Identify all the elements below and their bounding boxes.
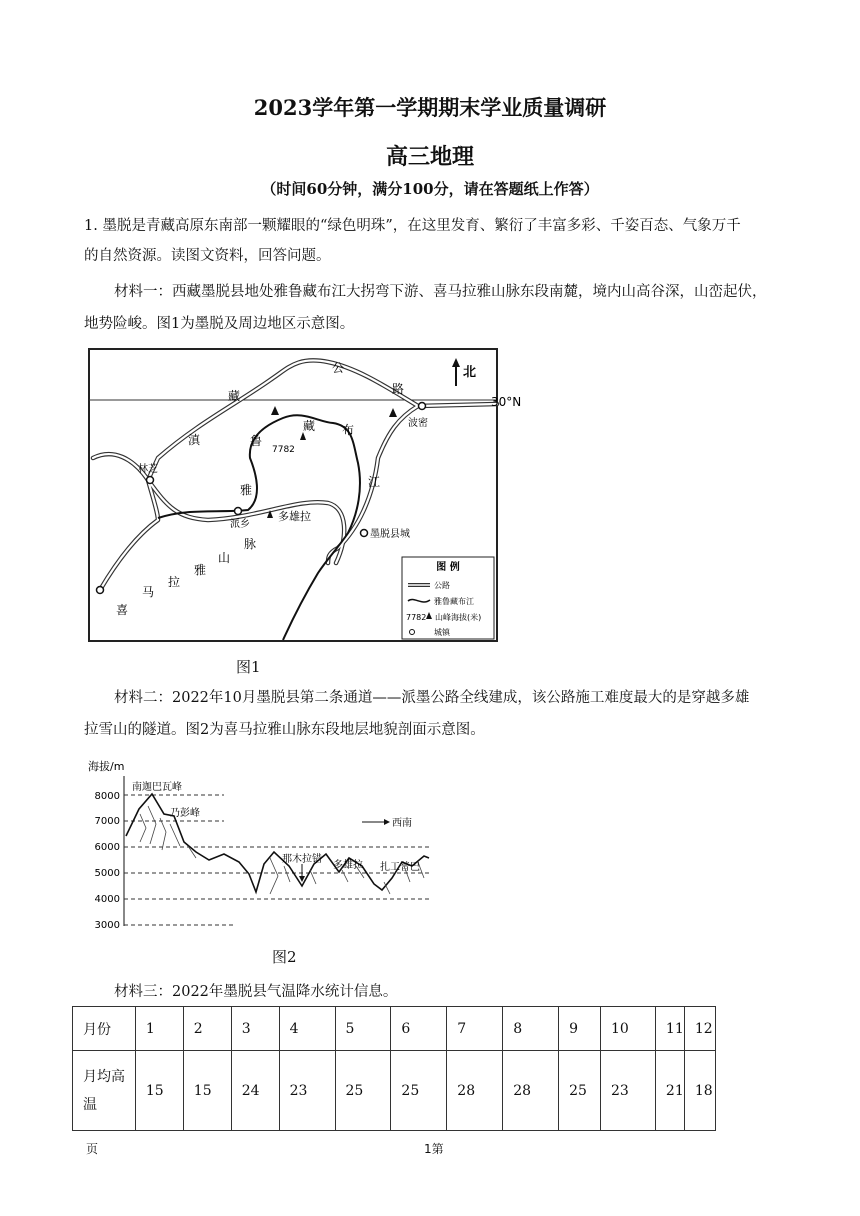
month-cell: 2	[183, 1007, 231, 1051]
month-cell: 10	[601, 1007, 656, 1051]
footer-left: 页	[86, 1142, 99, 1156]
peak-naipeng: 乃彭峰	[170, 808, 200, 819]
question-intro-line1: 1. 墨脱是青藏高原东南部一颗耀眼的“绿色明珠”，在这里发育、繁衍了丰富多彩、千姿百态、气象万千	[84, 218, 741, 234]
map-label-gong: 公	[332, 361, 345, 375]
map-label-jiang: 江	[368, 475, 381, 489]
table-row	[73, 1051, 716, 1131]
value-cell: 28	[503, 1051, 559, 1131]
north-label: 北	[463, 365, 477, 380]
value-cell: 23	[601, 1051, 656, 1131]
map-label-lu: 路	[392, 382, 405, 396]
peak-duoxiongla-profile: 多雄拉	[333, 860, 363, 871]
row-header-month: 月份	[73, 1007, 136, 1051]
month-cell: 7	[447, 1007, 503, 1051]
month-cell: 4	[279, 1007, 335, 1051]
value-cell: 21	[655, 1051, 684, 1131]
map-label-zang2: 藏	[303, 419, 316, 433]
month-cell: 9	[559, 1007, 601, 1051]
map-label-dian: 滇	[188, 433, 201, 447]
subject-title: 高三地理	[385, 144, 474, 170]
ytick-6000: 6000	[94, 842, 120, 853]
value-cell: 15	[135, 1051, 183, 1131]
map-label-mai: 脉	[244, 537, 257, 551]
peak-altitude: 7782	[272, 445, 295, 455]
value-cell: 23	[279, 1051, 335, 1131]
ytick-5000: 5000	[94, 868, 120, 879]
ytick-8000: 8000	[94, 791, 120, 802]
legend-peak: 山峰海拔(米)	[435, 613, 482, 622]
map-label-xi: 喜	[116, 603, 129, 617]
peak-zhagongpuba: 扎工普巴	[380, 862, 420, 873]
exam-note: （时间60分钟，满分100分，请在答题纸上作答）	[261, 180, 599, 198]
map-label-ya: 雅	[240, 483, 253, 497]
figure2-ylabel: 海拔/m	[88, 760, 125, 773]
legend-road: 公路	[434, 581, 450, 590]
peak-namulacuo: 那木拉错	[282, 854, 322, 865]
month-cell: 3	[231, 1007, 279, 1051]
exam-title: 2023学年第一学期期末学业质量调研	[253, 95, 607, 120]
question-intro-line2: 的自然资源。读图文资料，回答问题。	[84, 248, 331, 264]
town-motuo: 墨脱县城	[370, 529, 410, 540]
figure1-caption: 图1	[236, 658, 261, 676]
legend-town: 城镇	[434, 628, 450, 637]
month-cell: 1	[135, 1007, 183, 1051]
value-cell: 25	[391, 1051, 447, 1131]
map-legend	[402, 557, 494, 639]
month-cell: 8	[503, 1007, 559, 1051]
month-cell: 12	[684, 1007, 715, 1051]
town-paixiang: 派乡	[230, 519, 250, 530]
legend-peak-num: 7782	[406, 613, 427, 622]
ytick-4000: 4000	[94, 894, 120, 905]
legend-river: 雅鲁藏布江	[434, 597, 474, 606]
climate-table	[72, 1006, 716, 1131]
value-cell: 28	[447, 1051, 503, 1131]
month-cell: 5	[335, 1007, 391, 1051]
footer-page-number: 1第	[424, 1142, 444, 1156]
map-label-bu: 布	[342, 423, 355, 437]
figure1-map	[88, 348, 522, 642]
value-cell: 25	[335, 1051, 391, 1131]
material1-line1: 材料一：西藏墨脱县地处雅鲁藏布江大拐弯下游、喜马拉雅山脉东段南麓，境内山高谷深，山峦起伏，	[114, 284, 767, 300]
value-cell: 18	[684, 1051, 715, 1131]
town-linzhi: 林芝	[138, 464, 158, 475]
map-label-shan: 山	[218, 551, 231, 565]
table-row	[73, 1007, 716, 1051]
map-label-ya2: 雅	[194, 563, 207, 577]
map-label-lu2: 鲁	[250, 434, 263, 448]
peak-namjagbarwa: 南迦巴瓦峰	[132, 782, 182, 793]
value-cell: 24	[231, 1051, 279, 1131]
material1-line2: 地势险峻。图1为墨脱及周边地区示意图。	[84, 316, 355, 332]
row-header-temp: 月均高温	[73, 1051, 136, 1131]
ytick-3000: 3000	[94, 920, 120, 931]
peak-duoxiongla: 多雄拉	[278, 510, 311, 523]
material2-line2: 拉雪山的隧道。图2为喜马拉雅山脉东段地层地貌剖面示意图。	[84, 722, 485, 738]
material3-text: 材料三：2022年墨脱县气温降水统计信息。	[114, 984, 398, 1000]
latitude-label: 30°N	[491, 395, 522, 409]
map-label-la: 拉	[168, 575, 181, 589]
value-cell: 15	[183, 1051, 231, 1131]
figure2-profile	[84, 754, 440, 934]
material2-line1: 材料二：2022年10月墨脱县第二条通道——派墨公路全线建成，该公路施工难度最大的是穿越多雄	[114, 690, 750, 706]
map-label-zang: 藏	[228, 389, 241, 403]
direction-label: 西南	[392, 818, 412, 829]
legend-title: 图 例	[436, 562, 460, 573]
figure2-caption: 图2	[272, 948, 297, 966]
map-label-ma: 马	[142, 585, 155, 599]
month-cell: 11	[655, 1007, 684, 1051]
month-cell: 6	[391, 1007, 447, 1051]
town-bomi: 波密	[408, 418, 428, 429]
ytick-7000: 7000	[94, 816, 120, 827]
direction-arrow-icon	[384, 819, 390, 825]
value-cell: 25	[559, 1051, 601, 1131]
